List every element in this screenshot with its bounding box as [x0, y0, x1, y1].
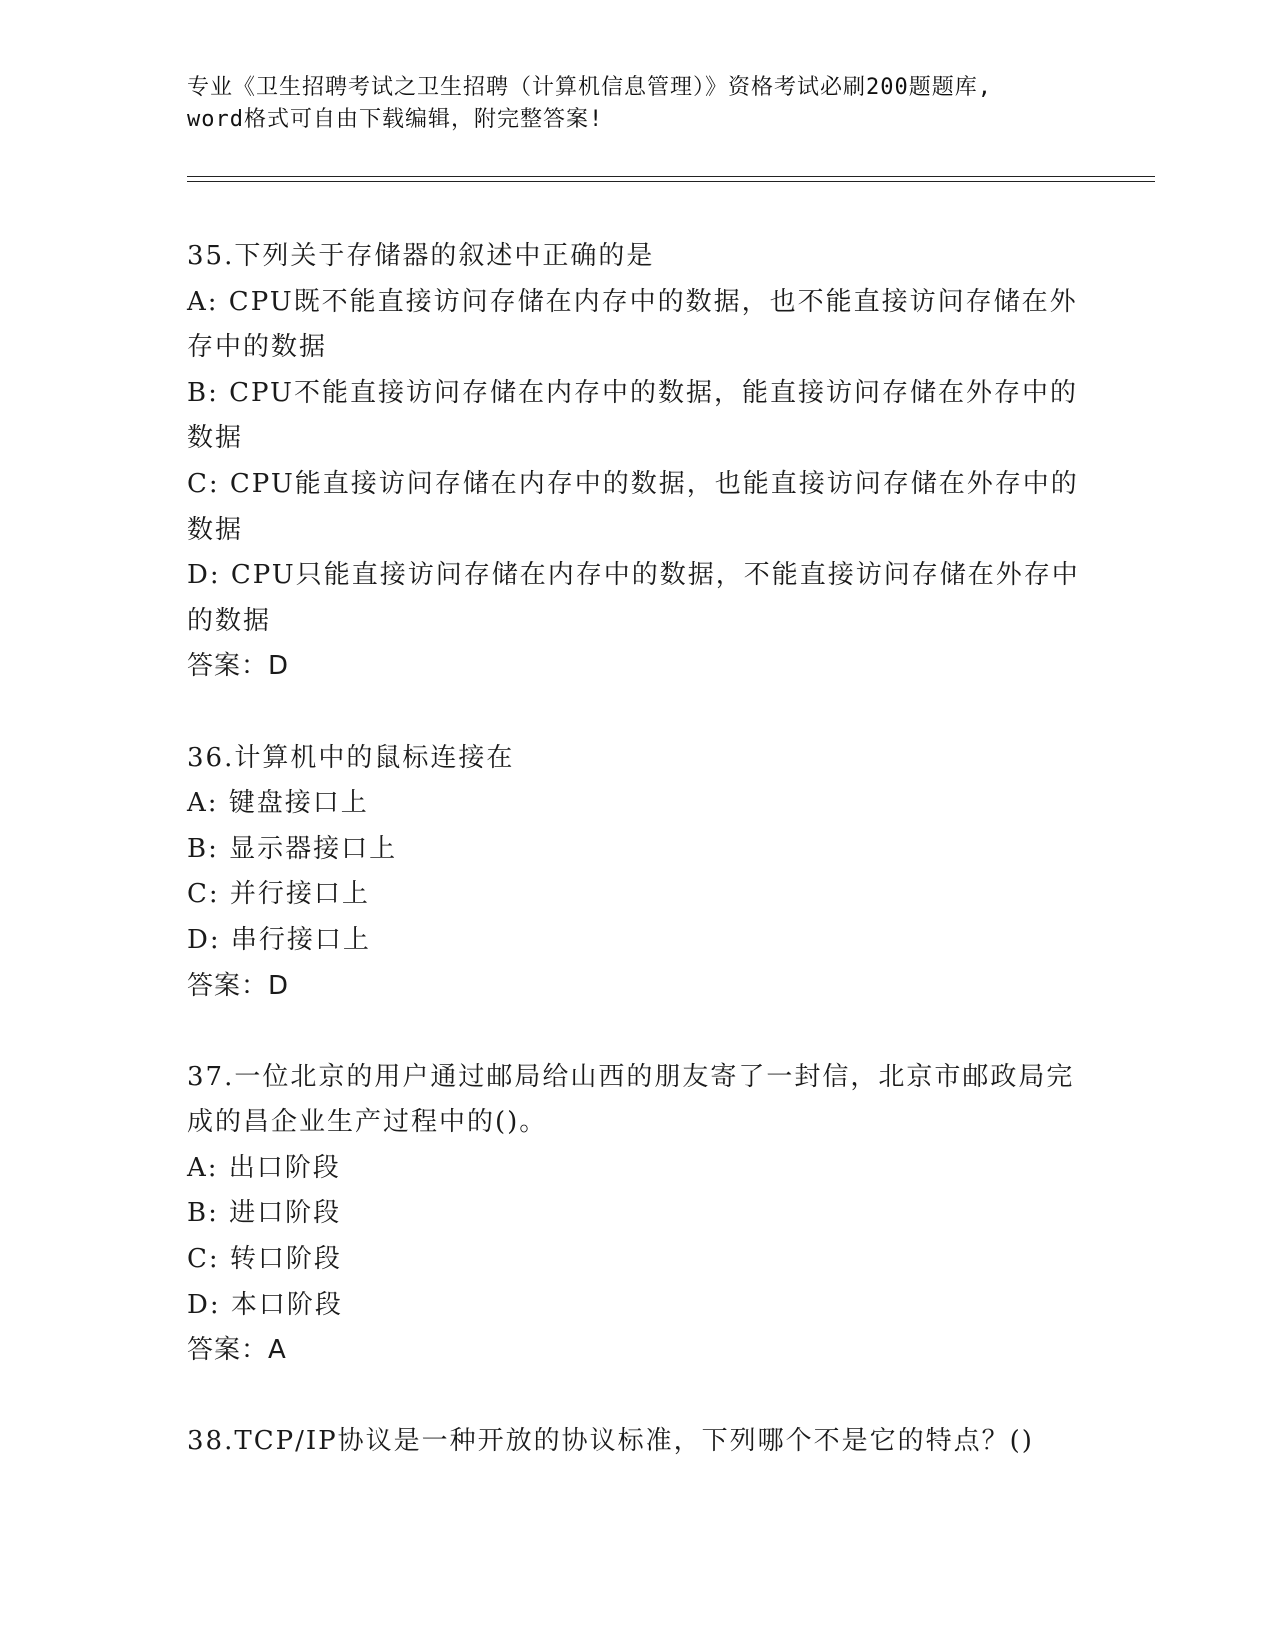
option-a: A: 键盘接口上 [187, 788, 369, 819]
header-title-line-1: 专业《卫生招聘考试之卫生招聘（计算机信息管理）》资格考试必刷200题题库, [187, 75, 992, 100]
option-d: D: CPU只能直接访问存储在内存中的数据，不能直接访问存储在外存中的数据 [187, 560, 1080, 636]
option-a: A: CPU既不能直接访问存储在内存中的数据，也不能直接访问存储在外存中的数据 [187, 286, 1078, 363]
option-c: C: 并行接口上 [187, 879, 370, 910]
option-d: D: 串行接口上 [187, 924, 371, 955]
option-b: B: 显示器接口上 [187, 833, 398, 864]
option-d: D: 本口阶段 [187, 1289, 343, 1320]
option-c: C: CPU能直接访问存储在内存中的数据，也能直接访问存储在外存中的数据 [187, 468, 1079, 545]
header-divider-bottom [187, 181, 1155, 182]
header-divider-top [187, 176, 1155, 177]
answer-line: 答案：A [187, 1335, 287, 1366]
question-36 [187, 736, 1087, 1010]
option-b: B: CPU不能直接访问存储在内存中的数据，能直接访问存储在外存中的数据 [187, 377, 1078, 454]
question-35 [187, 234, 1087, 690]
question-37 [187, 1055, 1087, 1374]
document-header [187, 72, 1087, 136]
question-list [187, 234, 1087, 1465]
question-stem: 35.下列关于存储器的叙述中正确的是 [187, 241, 655, 271]
option-b: B: 进口阶段 [187, 1198, 342, 1229]
question-stem: 36.计算机中的鼠标连接在 [187, 742, 515, 773]
option-a: A: 出口阶段 [187, 1152, 341, 1183]
question-stem: 37.一位北京的用户通过邮局给山西的朋友寄了一封信，北京市邮政局完成的昌企业生产过程中的()。 [187, 1061, 1075, 1138]
header-title-line-2: word格式可自由下载编辑，附完整答案! [187, 107, 604, 132]
question-38 [187, 1419, 1087, 1465]
option-c: C: 转口阶段 [187, 1244, 342, 1275]
answer-line: 答案：D [187, 970, 290, 1001]
question-stem: 38.TCP/IP协议是一种开放的协议标准，下列哪个不是它的特点？() [187, 1426, 1034, 1457]
answer-line: 答案：D [187, 651, 290, 682]
